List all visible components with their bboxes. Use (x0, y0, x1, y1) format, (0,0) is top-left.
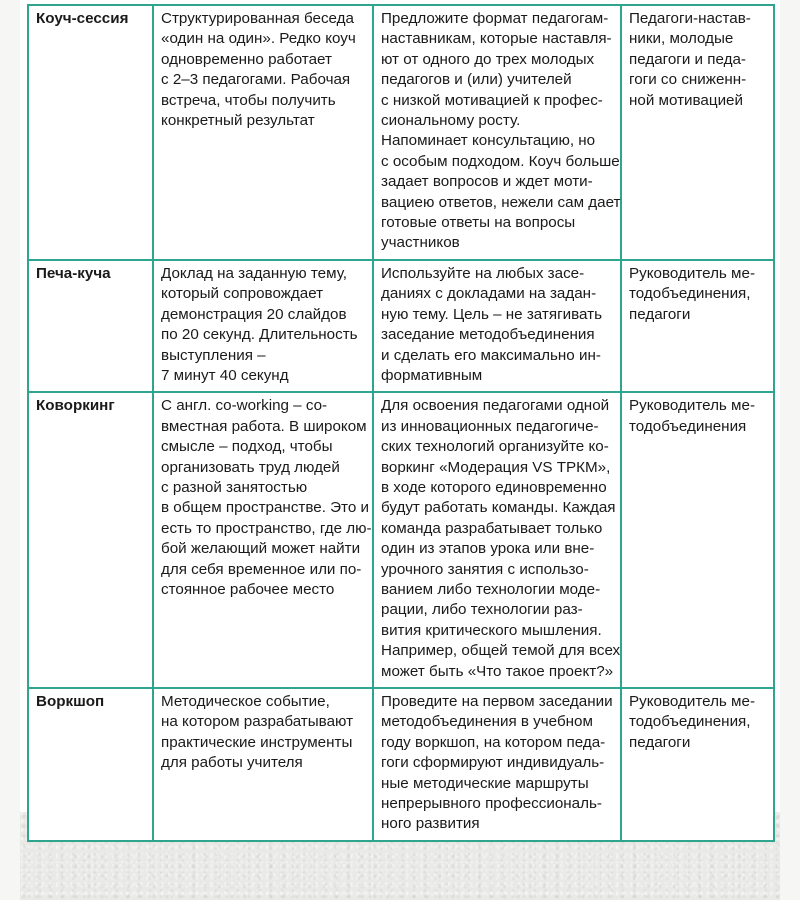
cell-text-line: ные методические маршруты (381, 774, 589, 792)
cell-text-line: который сопровождает (161, 285, 324, 303)
cell-text-line: ют от одного до трех молодых (381, 50, 595, 68)
cell-text-line: году воркшоп, на котором педа- (381, 733, 606, 751)
cell-text-line: один из этапов урока или вне- (381, 540, 595, 558)
cell-text-line: гоги сформируют индивидуаль- (381, 754, 605, 772)
method-description-cell (153, 5, 373, 260)
cell-text-line: наставникам, которые наставля- (381, 30, 612, 48)
cell-text-line: Напоминает консультацию, но (381, 132, 596, 150)
cell-text-line: одновременно работает (161, 50, 332, 68)
cell-text-line: педагоги (629, 733, 691, 751)
cell-text-line: на котором разрабатывают (161, 713, 354, 731)
cell-text-line: есть то пространство, где лю- (161, 519, 372, 537)
cell-text-line: сиональному росту. (381, 112, 521, 130)
cell-text-line: из инновационных педагогиче- (381, 417, 599, 435)
cell-text-line: конкретный результат (161, 112, 315, 130)
cell-text-line: ских технологий организуйте ко- (381, 438, 609, 456)
cell-text-line: С англ. co-working – со- (161, 397, 328, 415)
cell-text-line: организовать труд людей (161, 458, 340, 476)
cell-text-line: непрерывного профессиональ- (381, 795, 602, 813)
cell-text-line: с особым подходом. Коуч больше (381, 152, 620, 170)
cell-text-line: в общем пространстве. Это и (161, 499, 369, 517)
cell-text-line: будут работать команды. Каждая (381, 499, 616, 517)
cell-text-line: Для освоения педагогами одной (381, 397, 610, 415)
cell-text-line: Проведите на первом заседании (381, 693, 613, 710)
cell-text-line: педагогов и (или) учителей (381, 71, 572, 89)
cell-text-line: формативным (381, 366, 483, 384)
method-name-cell (28, 5, 153, 260)
cell-text-line: вациею ответов, нежели сам дает (381, 193, 621, 211)
cell-text-line: тодобъединения, (629, 713, 751, 731)
cell-text-line: смысле – подход, чтобы (161, 438, 333, 456)
cell-text-line: стоянное рабочее место (161, 580, 335, 598)
cell-text-line: воркинг «Модерация VS ТРКМ», (381, 458, 611, 476)
cell-text-line: может быть «Что такое проект?» (381, 662, 614, 680)
table-row (28, 260, 774, 392)
cell-text-line: с разной занятостью (161, 478, 308, 496)
cell-text-line: гоги со сниженн- (629, 71, 747, 89)
cell-text-line: в ходе которого единовременно (381, 478, 607, 496)
cell-text-line: Структурированная беседа (161, 10, 354, 27)
cell-text-line: выступления – (161, 346, 266, 364)
method-recommendation-cell (373, 5, 621, 260)
cell-text-line: Например, общей темой для всех (381, 642, 621, 660)
table-row (28, 392, 774, 688)
cell-text-line: бой желающий может найти (161, 540, 361, 558)
cell-text-line: тодобъединения, (629, 285, 751, 303)
method-name-cell (28, 688, 153, 841)
cell-text-line: даниях с докладами на задан- (381, 285, 597, 303)
cell-text-line: по 20 секунд. Длительность (161, 326, 358, 344)
cell-text-line: Руководитель ме- (629, 693, 756, 710)
method-name-cell (28, 260, 153, 392)
method-description-cell (153, 392, 373, 688)
cell-text-line: Руководитель ме- (629, 264, 756, 282)
cell-text-line: ного развития (381, 815, 480, 833)
method-recommendation-cell (373, 392, 621, 688)
cell-text-line: рации, либо технологии раз- (381, 601, 583, 619)
cell-text-line: урочного занятия с использо- (381, 560, 589, 578)
cell-text-line: Руководитель ме- (629, 397, 756, 415)
cell-text-line: тодобъединения (629, 417, 747, 435)
cell-text-line: Используйте на любых засе- (381, 264, 585, 282)
method-name-text: Воркшоп (36, 693, 105, 710)
cell-text-line: ной мотивацией (629, 91, 743, 109)
cell-text-line: вития критического мышления. (381, 621, 602, 639)
cell-text-line: вместная работа. В широком (161, 417, 367, 435)
cell-text-line: 7 минут 40 секунд (161, 366, 289, 384)
method-name-text: Коуч-сессия (36, 10, 129, 27)
method-recommendation-cell (373, 260, 621, 392)
cell-text-line: методобъединения в учебном (381, 713, 593, 731)
cell-text-line: «один на один». Редко коуч (161, 30, 356, 48)
cell-text-line: встреча, чтобы получить (161, 91, 336, 109)
page-edge-right (780, 0, 800, 900)
methods-table (27, 4, 775, 842)
cell-text-line: для работы учителя (161, 754, 303, 772)
table-row (28, 688, 774, 841)
method-recommendation-cell (373, 688, 621, 841)
method-description-cell (153, 688, 373, 841)
cell-text-line: задает вопросов и ждет моти- (381, 173, 593, 191)
cell-text-line: ную тему. Цель – не затягивать (381, 305, 602, 323)
cell-text-line: Доклад на заданную тему, (161, 264, 347, 282)
cell-text-line: и сделать его максимально ин- (381, 346, 601, 364)
cell-text-line: Педагоги-настав- (629, 10, 751, 27)
cell-text-line: команда разрабатывает только (381, 519, 603, 537)
cell-text-line: с низкой мотивацией к профес- (381, 91, 603, 109)
cell-text-line: для себя временное или по- (161, 560, 362, 578)
method-participants-cell (621, 392, 774, 688)
cell-text-line: заседание методобъединения (381, 326, 595, 344)
cell-text-line: готовые ответы на вопросы (381, 214, 576, 232)
methods-table-body (28, 5, 774, 841)
cell-text-line: ванием либо технологии моде- (381, 580, 601, 598)
cell-text-line: ники, молодые (629, 30, 734, 48)
cell-text-line: педагоги и педа- (629, 50, 746, 68)
cell-text-line: Методическое событие, (161, 693, 330, 710)
cell-text-line: Предложите формат педагогам- (381, 10, 609, 27)
cell-text-line: с 2–3 педагогами. Рабочая (161, 71, 351, 89)
method-participants-cell (621, 260, 774, 392)
table-row (28, 5, 774, 260)
cell-text-line: практические инструменты (161, 733, 353, 751)
method-participants-cell (621, 688, 774, 841)
cell-text-line: участников (381, 234, 460, 252)
page-edge-left (0, 0, 20, 900)
cell-text-line: педагоги (629, 305, 691, 323)
method-name-text: Печа-куча (36, 264, 111, 282)
method-name-text: Коворкинг (36, 397, 115, 415)
method-participants-cell (621, 5, 774, 260)
method-name-cell (28, 392, 153, 688)
method-description-cell (153, 260, 373, 392)
cell-text-line: демонстрация 20 слайдов (161, 305, 347, 323)
